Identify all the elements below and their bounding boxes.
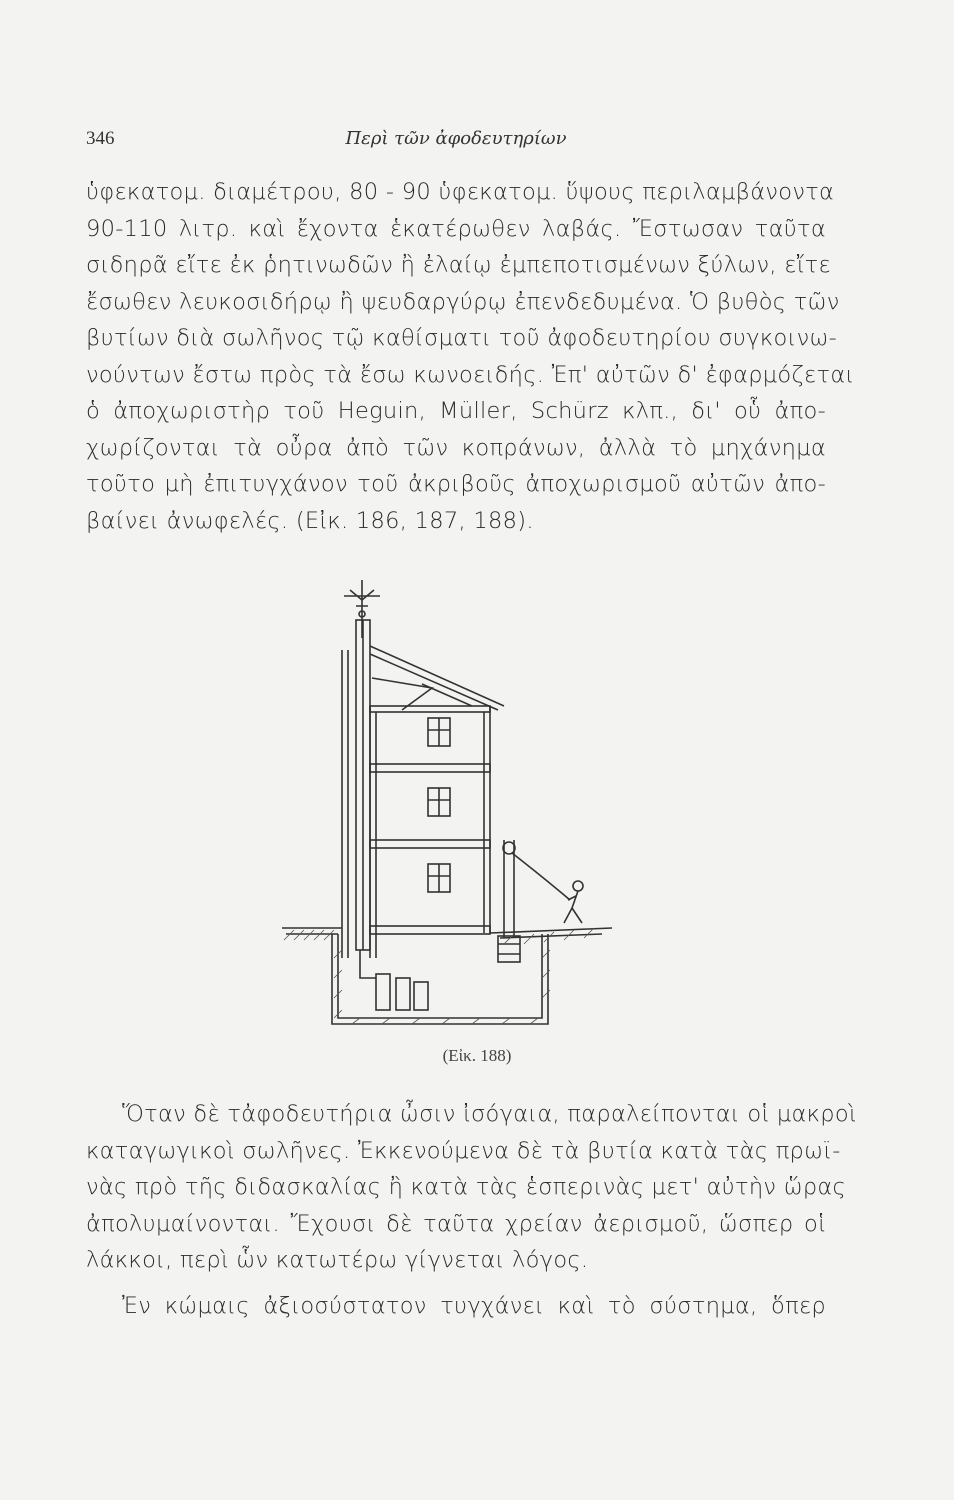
paragraph-2	[86, 1096, 857, 1279]
running-title: Περὶ τῶν ἀφοδευτηρίων	[345, 128, 567, 149]
figure-caption: (Εἰκ. 188)	[442, 1046, 512, 1065]
text-line: τοῦτο μὴ ἐπιτυγχάνον τοῦ ἀκριβοῦς ἀποχωρισμοῦ αὐτῶν ἀπο-	[86, 471, 826, 497]
text-line: Ὅταν δὲ τἀφοδευτήρια ὦσιν ἰσόγαια, παραλείπονται οἱ μακροὶ	[122, 1101, 857, 1127]
page-header	[86, 128, 826, 158]
paragraph-1	[86, 174, 855, 539]
paragraph-3	[86, 1288, 826, 1325]
page-number: 346	[86, 128, 115, 149]
text-line: νὰς πρὸ τῆς διδασκαλίας ἢ κατὰ τὰς ἑσπερινὰς μετ' αὐτὴν ὥρας	[86, 1174, 847, 1200]
figure-house-section	[272, 578, 632, 1058]
text-line: ἔσωθεν λευκοσιδήρῳ ἢ ψευδαργύρῳ ἐπενδεδυμένα. Ὁ βυθὸς τῶν	[86, 288, 840, 315]
text-line: ὑφεκατομ. διαμέτρου, 80 - 90 ὑφεκατομ. ὕψους περιλαμβάνοντα	[86, 179, 835, 205]
text-line: ὁ ἀποχωριστὴρ τοῦ Heguin, Müller, Schürz κλπ., δι' οὗ ἀπο-	[86, 398, 826, 424]
text-line: 90-110 λιτρ. καὶ ἔχοντα ἑκατέρωθεν λαβάς. Ἔστωσαν ταῦτα	[86, 215, 826, 242]
text-line: ἀπολυμαίνονται. Ἔχουσι δὲ ταῦτα χρείαν ἀερισμοῦ, ὥσπερ οἱ	[86, 1210, 826, 1237]
house-cross-section-illustration	[272, 578, 632, 1058]
text-line: καταγωγικοὶ σωλῆνες. Ἐκκενούμενα δὲ τὰ βυτία κατὰ τὰς πρωϊ-	[86, 1137, 841, 1164]
text-line: Ἐν κώμαις ἀξιοσύστατον τυγχάνει καὶ τὸ σύστημα, ὅπερ	[122, 1293, 826, 1319]
text-line: βαίνει ἀνωφελές. (Εἰκ. 186, 187, 188).	[86, 507, 534, 534]
text-line: χωρίζονται τὰ οὖρα ἀπὸ τῶν κοπράνων, ἀλλὰ τὸ μηχάνημα	[86, 434, 826, 461]
text-line: νούντων ἔστω πρὸς τὰ ἔσω κωνοειδής. Ἐπ' αὐτῶν δ' ἐφαρμόζεται	[86, 361, 855, 388]
text-line: βυτίων διὰ σωλῆνος τῷ καθίσματι τοῦ ἀφοδευτηρίου συγκοινω-	[86, 325, 838, 351]
text-line: σιδηρᾶ εἴτε ἐκ ῥητινωδῶν ἢ ἐλαίῳ ἐμπεποτισμένων ξύλων, εἴτε	[86, 252, 831, 278]
text-line: λάκκοι, περὶ ὧν κατωτέρω γίγνεται λόγος.	[86, 1247, 589, 1273]
